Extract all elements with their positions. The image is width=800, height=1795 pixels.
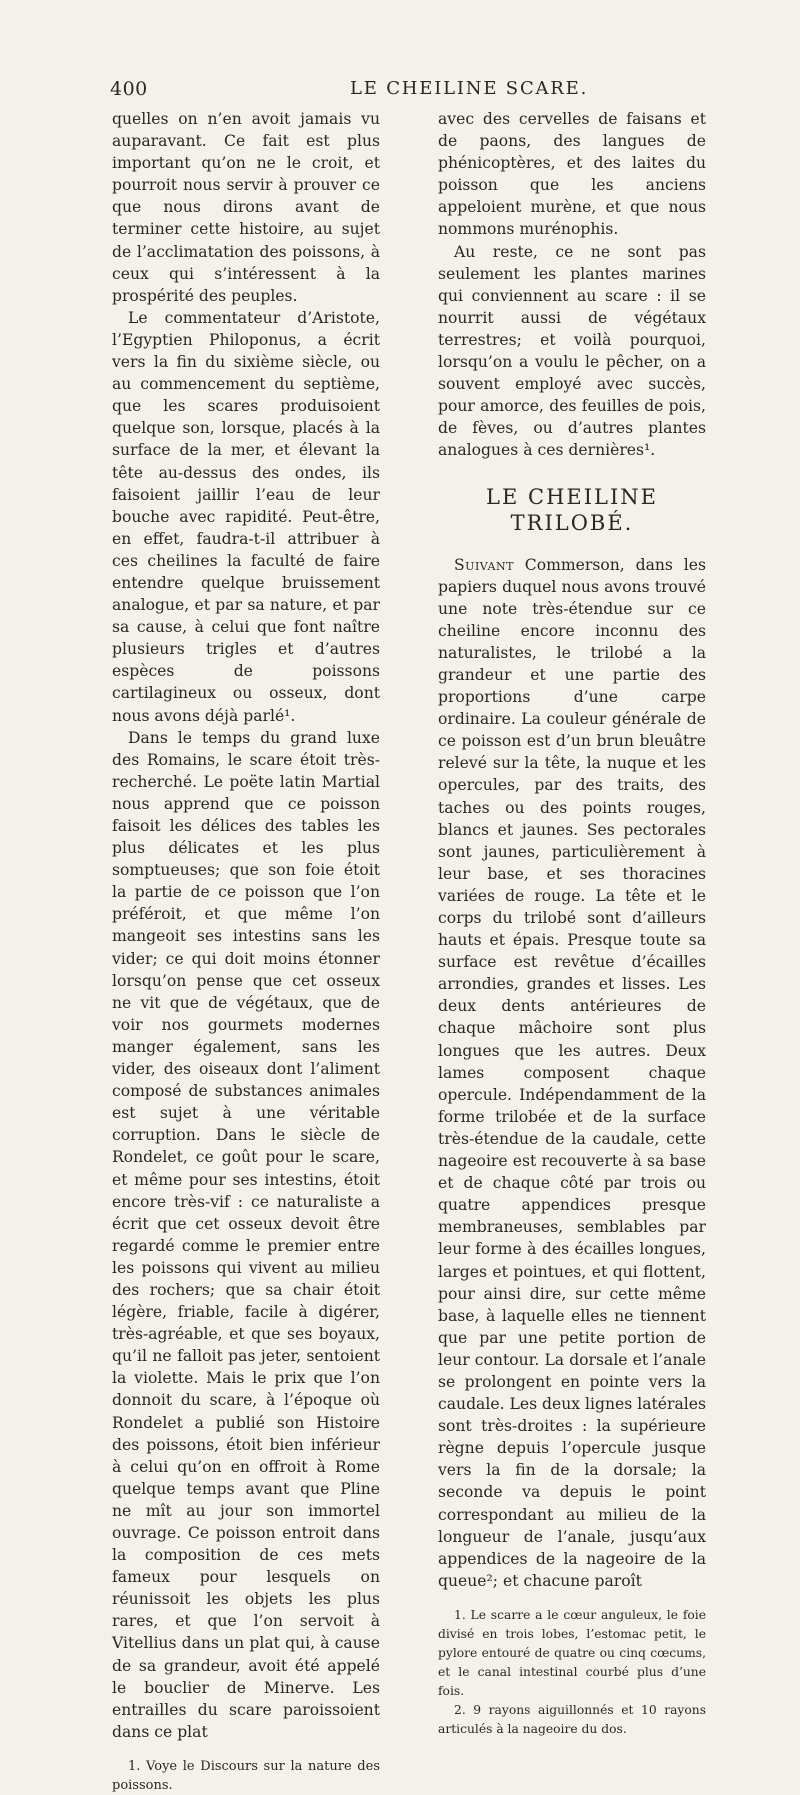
section-paragraph [438, 554, 706, 1592]
section-heading: LE CHEILINE TRILOBÉ. [486, 484, 658, 535]
running-head: LE CHEILINE SCARE. [350, 78, 589, 99]
paragraph: avec des cervelles de faisans et de paons, des langues de phénicoptères, et des laites du poisson que les anciens appeloient murène, et que nous nommons murénophis. [438, 110, 706, 239]
paragraph: Le commentateur d’Aristote, l’Egyptien Philoponus, a écrit vers la fin du sixième siècle, ou au commencement du septième, que les scares produisoient quelque son, lorsque, placés à la surface de la mer, et élevant la tête au-dessus des ondes, ils faisoient jaillir l’eau de leur bouche avec rapidité. Peut-être, en effet, faudra-t-il attribuer à ces cheilines la faculté de faire entendre quelque bruissement analogue, et par sa nature, et par sa cause, à celui que font naître plusieurs trigles et d’autres espèces de poissons cartilagineux ou osseux, dont nous avons déjà parlé¹. [112, 308, 380, 725]
paragraph: quelles on n’en avoit jamais vu auparavant. Ce fait est plus important qu’on ne le croit, et pourroit nous servir à prouver ce que nous dirons avant de terminer cette histoire, au sujet de l’acclimatation des poissons, à ceux qui s’intéressent à la prospérité des peuples. [112, 110, 380, 305]
page-header [110, 78, 700, 104]
paragraph: Au reste, ce ne sont pas seulement les plantes marines qui conviennent au scare : il se nourrit aussi de végétaux terrestres; et voilà pourquoi, lorsqu’on a voulu le pêcher, on a souvent employé avec succès, pour amorce, des feuilles de pois, de fèves, ou d’autres plantes analogues à ces dernières¹. [438, 242, 706, 460]
footnotes [438, 1606, 706, 1739]
section-paragraph-text: Commerson, dans les papiers duquel nous avons trouvé une note très-étendue sur ce cheiline encore inconnu des naturalistes, le trilobé a la grandeur et une partie des proportions d’une carpe ordinaire. La couleur générale de ce poisson est d’un brun bleuâtre relevé sur la tête, la nuque et les opercules, par des traits, des taches ou des points rouges, blancs et jaunes. Ses pectorales sont jaunes, particulièrement à leur base, et ses thoracines variées de rouge. La tête et le corps du trilobé sont d’ailleurs hauts et épais. Presque toute sa surface est revêtue d’écailles arrondies, grandes et lisses. Les deux dents antérieures de chaque mâchoire sont plus longues que les autres. Deux lames composent chaque opercule. Indépendamment de la forme trilobée et de la surface très-étendue de la caudale, cette nageoire est recouverte à sa base et de chaque côté par trois ou quatre appendices presque membraneuses, semblables par leur forme à des écailles longues, larges et pointues, et qui flottent, pour ainsi dire, sur cette même base, à laquelle elles ne tiennent que par une petite portion de leur contour. La dorsale et l’anale se prolongent en pointe vers la caudale. Les deux lignes latérales sont très-droites : la supérieure règne depuis l’opercule jusque vers la fin de la dorsale; la seconde va depuis le point correspondant au milieu de la longueur de l’anale, jusqu’aux appendices de la nageoire de la queue²; et chacune paroît [438, 555, 706, 1590]
footnote: 1. Le scarre a le cœur anguleux, le foie divisé en trois lobes, l’estomac petit, le pylore entouré de quatre ou cinq cœcums, et le canal intestinal courbé plus d’une fois. [438, 1607, 706, 1698]
footnote: 2. 9 rayons aiguillonnés et 10 rayons articulés à la nageoire du dos. [438, 1702, 706, 1736]
paragraph: Dans le temps du grand luxe des Romains, le scare étoit très-recherché. Le poëte latin Martial nous apprend que ce poisson faisoit les délices des tables les plus délicates et les plus somptueuses; que son foie étoit la partie de ce poisson que l’on préféroit, et que même l’on mangeoit ses intestins sans les vider; ce qui doit moins étonner lorsqu’on pense que cet osseux ne vit que de végétaux, que de voir nos gourmets modernes manger également, sans les vider, des oiseaux dont l’aliment composé de substances animales est sujet à une véritable corruption. Dans le siècle de Rondelet, ce goût pour le scare, et même pour ses intestins, étoit encore très-vif : ce naturaliste a écrit que cet osseux devoit être regardé comme le premier entre les poissons qui vivent au milieu des rochers; que sa chair étoit légère, friable, facile à digérer, très-agréable, et que ses boyaux, qu’il ne falloit pas jeter, sentoient la violette. Mais le prix que l’on donnoit du scare, à l’époque où Rondelet a publié son Histoire des poissons, étoit bien inférieur à celui qu’on en offroit à Rome quelque temps avant que Pline ne mît au jour son immortel ouvrage. Ce poisson entroit dans la composition de ces mets fameux pour lesquels on réunissoit les objets les plus rares, et que l’on servoit à Vitellius dans un plat qui, à cause de sa grandeur, avoit été appelé le bouclier de Minerve. Les entrailles du scare paroissoient dans ce plat [112, 728, 380, 1741]
footnotes [112, 1757, 380, 1795]
section-lead-word: Suivant [454, 555, 514, 574]
page-number: 400 [110, 78, 148, 100]
footnote: 1. Voye le Discours sur la nature des poissons. [112, 1758, 380, 1793]
right-column [438, 108, 706, 1739]
left-column [112, 108, 380, 1795]
